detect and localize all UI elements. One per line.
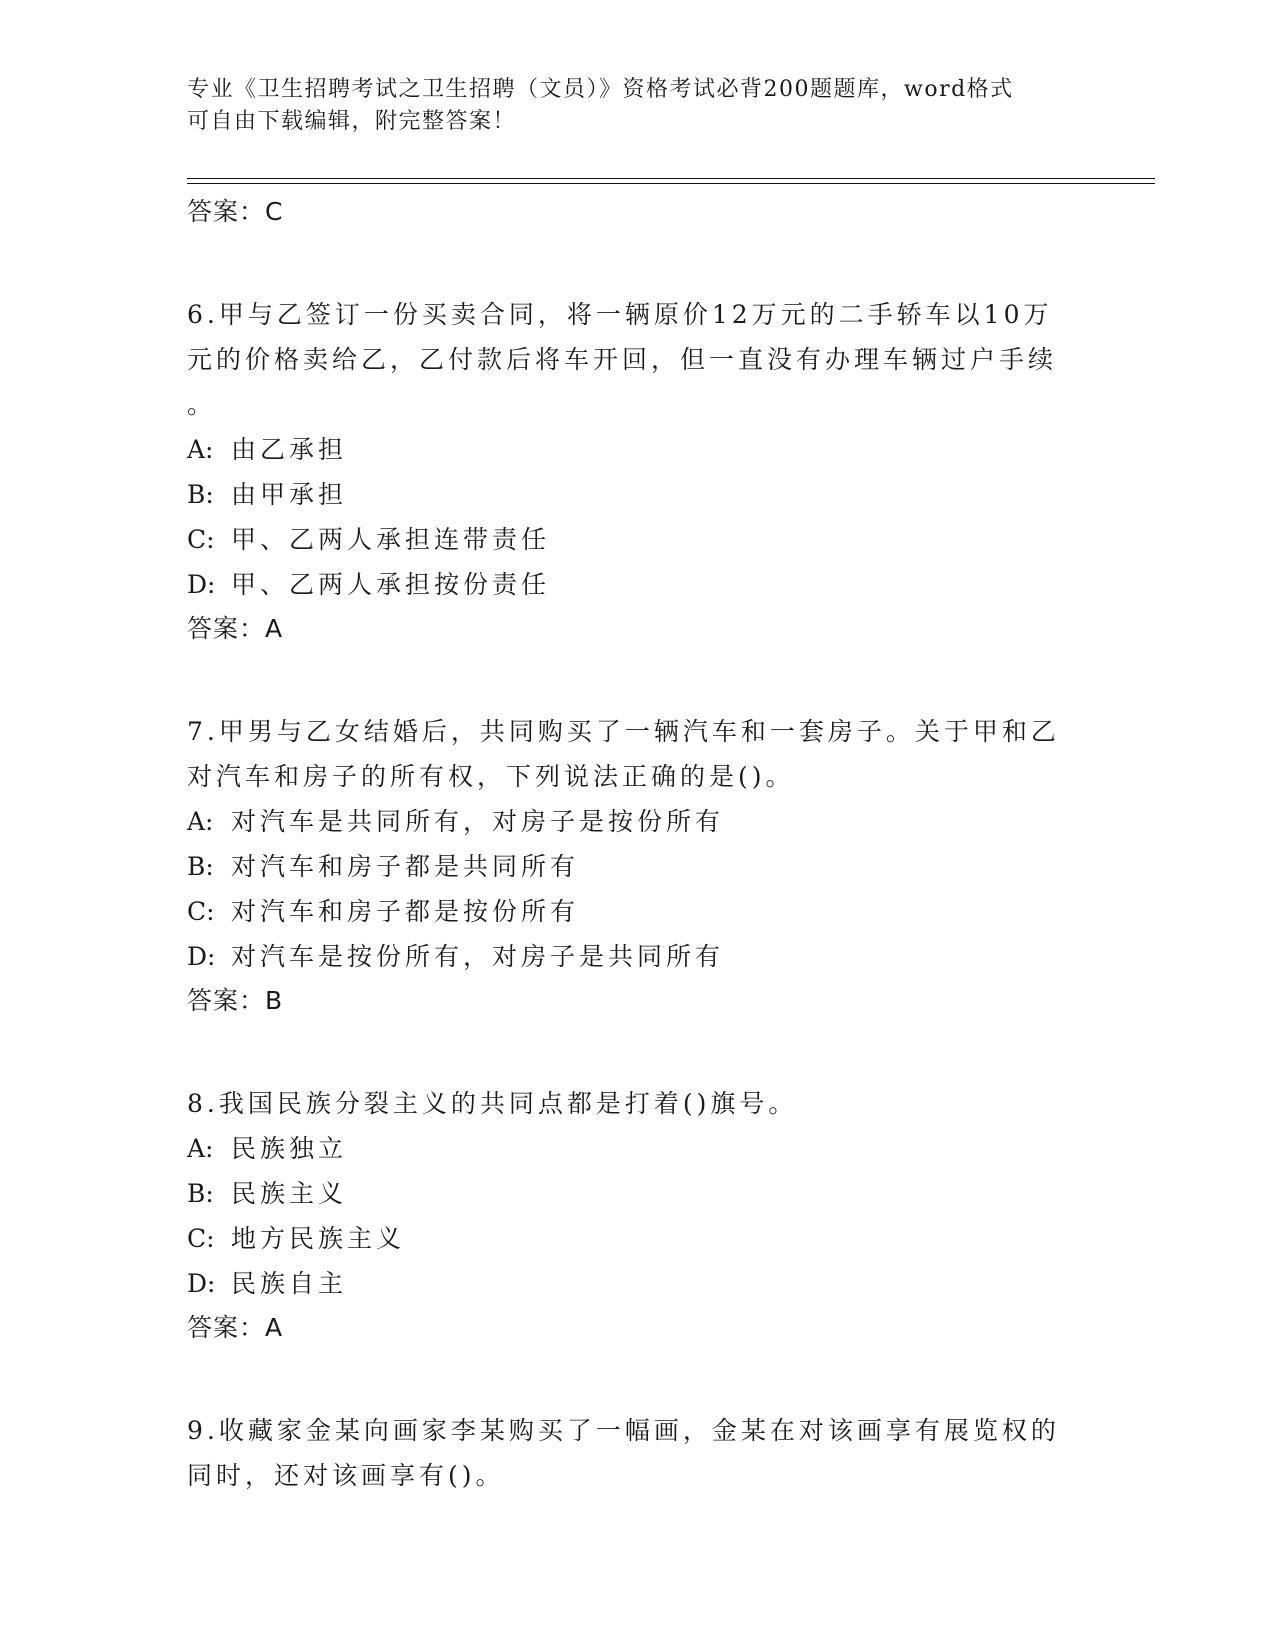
option-text: 对汽车是按份所有，对房子是共同所有 <box>231 942 725 971</box>
answer-label: 答案：C <box>187 197 284 226</box>
question-text <box>187 709 1087 799</box>
option-text: 由乙承担 <box>231 435 348 464</box>
question-text <box>187 1408 1087 1498</box>
option-text: 民族自主 <box>231 1269 348 1298</box>
option-letter: A: <box>187 1134 214 1163</box>
question-block <box>187 292 1087 651</box>
question-block <box>187 1408 1087 1498</box>
option-c <box>187 889 1087 934</box>
option-c <box>187 517 1087 562</box>
option-text: 对汽车是共同所有，对房子是按份所有 <box>231 807 725 836</box>
option-letter: C: <box>187 897 215 926</box>
option-text: 民族独立 <box>231 1134 348 1163</box>
option-d <box>187 1261 1087 1306</box>
header-divider-bottom <box>187 183 1155 184</box>
option-letter: C: <box>187 1224 215 1253</box>
question-text <box>187 292 1087 427</box>
document-body <box>187 190 1087 1498</box>
question-line: 对汽车和房子的所有权，下列说法正确的是()。 <box>187 762 795 791</box>
option-b <box>187 472 1087 517</box>
option-d <box>187 934 1087 979</box>
option-text: 对汽车和房子都是共同所有 <box>231 852 580 881</box>
answer-label: 答案：A <box>187 1313 284 1342</box>
option-a <box>187 1126 1087 1171</box>
question-block <box>187 1081 1087 1350</box>
question-line: 7.甲男与乙女结婚后，共同购买了一辆汽车和一套房子。关于甲和乙 <box>187 717 1060 746</box>
option-b <box>187 844 1087 889</box>
option-letter: A: <box>187 435 214 464</box>
option-letter: B: <box>187 1179 214 1208</box>
option-text: 甲、乙两人承担连带责任 <box>231 525 551 554</box>
header-line-1: 专业《卫生招聘考试之卫生招聘（文员）》资格考试必背200题题库，word格式 <box>187 77 1014 102</box>
option-c <box>187 1216 1087 1261</box>
header-divider-top <box>187 178 1155 179</box>
option-letter: B: <box>187 852 214 881</box>
option-a <box>187 427 1087 472</box>
option-d <box>187 562 1087 607</box>
option-letter: D: <box>187 942 216 971</box>
document-header <box>187 74 1067 138</box>
option-letter: D: <box>187 570 216 599</box>
option-letter: D: <box>187 1269 216 1298</box>
header-line-2: 可自由下载编辑，附完整答案！ <box>187 109 517 134</box>
option-a <box>187 799 1087 844</box>
answer-label: 答案：A <box>187 614 284 643</box>
question-block <box>187 709 1087 1023</box>
option-text: 地方民族主义 <box>231 1224 406 1253</box>
question-text <box>187 1081 1087 1126</box>
question-line: 。 <box>187 390 217 419</box>
question-line: 元的价格卖给乙，乙付款后将车开回，但一直没有办理车辆过户手续 <box>187 345 1058 374</box>
question-line: 9.收藏家金某向画家李某购买了一幅画，金某在对该画享有展览权的 <box>187 1416 1060 1445</box>
question-line: 6.甲与乙签订一份买卖合同，将一辆原价12万元的二手轿车以10万 <box>187 300 1053 329</box>
option-letter: A: <box>187 807 214 836</box>
option-b <box>187 1171 1087 1216</box>
answer-label: 答案：B <box>187 986 284 1015</box>
question-line: 同时，还对该画享有()。 <box>187 1461 505 1490</box>
option-letter: B: <box>187 480 214 509</box>
option-text: 对汽车和房子都是按份所有 <box>231 897 580 926</box>
option-text: 民族主义 <box>231 1179 348 1208</box>
option-text: 甲、乙两人承担按份责任 <box>231 570 551 599</box>
option-text: 由甲承担 <box>231 480 348 509</box>
option-letter: C: <box>187 525 215 554</box>
question-line: 8.我国民族分裂主义的共同点都是打着()旗号。 <box>187 1089 798 1118</box>
